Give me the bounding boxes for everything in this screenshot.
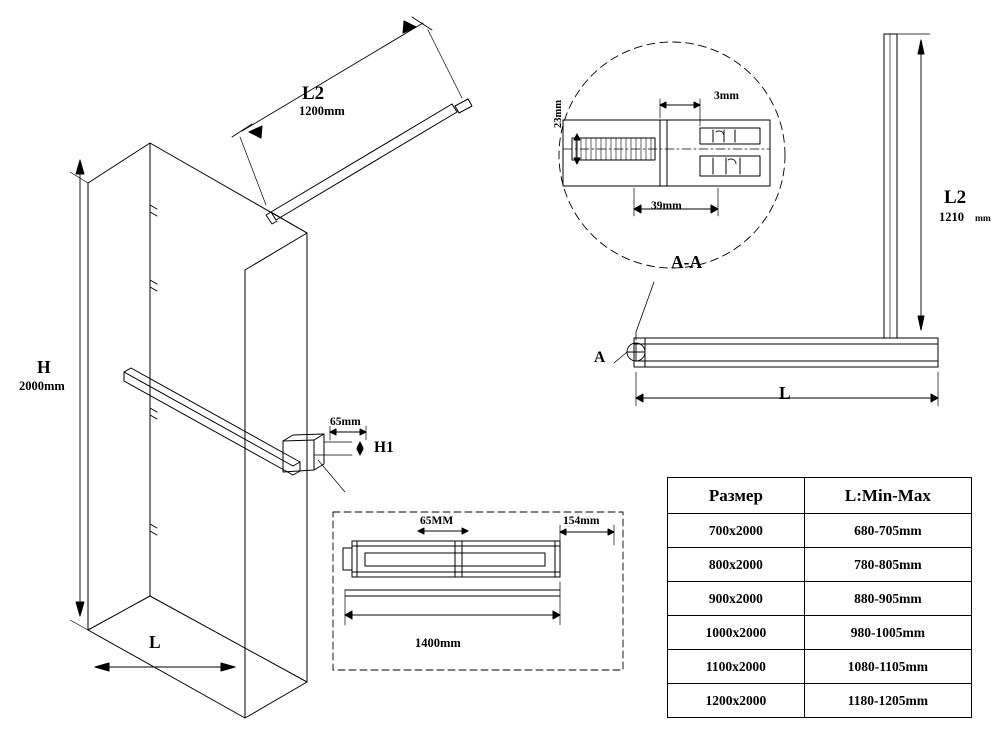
label-L2-right-value: 1210 bbox=[939, 210, 964, 224]
table-header-lminmax: L:Min-Max bbox=[804, 478, 971, 514]
size-spec-table bbox=[667, 477, 972, 718]
table-cell-size: 1000x2000 bbox=[668, 616, 805, 650]
top-support-bar bbox=[266, 99, 472, 224]
label-H1: H1 bbox=[374, 439, 394, 456]
label-H: H bbox=[37, 357, 51, 377]
table-header-row bbox=[668, 478, 972, 514]
bar-end-cap bbox=[283, 434, 324, 472]
table-cell-range: 1080-1105mm bbox=[804, 650, 971, 684]
label-1400mm-detail: 1400mm bbox=[415, 636, 461, 650]
section-leader bbox=[636, 282, 654, 332]
table-row bbox=[668, 548, 972, 582]
label-3mm: 3mm bbox=[714, 90, 739, 102]
table-row bbox=[668, 514, 972, 548]
label-L2-right: L2 bbox=[944, 187, 967, 208]
label-L2-top-value: 1200mm bbox=[299, 104, 345, 118]
dim-L-bottom bbox=[95, 663, 235, 671]
table-header-size: Размер bbox=[668, 478, 805, 514]
label-39mm: 39mm bbox=[651, 200, 682, 212]
panel-floor-projection bbox=[88, 143, 307, 718]
table-cell-range: 780-805mm bbox=[804, 548, 971, 582]
label-65MM-detail: 65MM bbox=[420, 515, 454, 527]
dim-H bbox=[70, 160, 88, 630]
right-elevation bbox=[614, 34, 938, 406]
bar-detail-view bbox=[333, 512, 623, 670]
label-L2-top: L2 bbox=[302, 83, 325, 104]
table-cell-size: 700x2000 bbox=[668, 514, 805, 548]
panel-edge-brackets bbox=[150, 205, 157, 535]
label-L2-right-unit: mm bbox=[975, 214, 991, 224]
dim-H1 bbox=[357, 442, 363, 455]
table-row bbox=[668, 650, 972, 684]
table-row bbox=[668, 616, 972, 650]
table-cell-range: 980-1005mm bbox=[804, 616, 971, 650]
label-154mm-detail: 154mm bbox=[563, 515, 600, 527]
table-row bbox=[668, 582, 972, 616]
table-cell-range: 680-705mm bbox=[804, 514, 971, 548]
table-cell-size: 1200x2000 bbox=[668, 684, 805, 718]
bar-to-glass-connection bbox=[271, 212, 307, 233]
label-section-AA: A-A bbox=[671, 252, 703, 272]
table-cell-range: 880-905mm bbox=[804, 582, 971, 616]
table-cell-range: 1180-1205mm bbox=[804, 684, 971, 718]
table-cell-size: 800x2000 bbox=[668, 548, 805, 582]
label-65mm-top: 65mm bbox=[330, 416, 361, 428]
table-cell-size: 900x2000 bbox=[668, 582, 805, 616]
table-cell-size: 1100x2000 bbox=[668, 650, 805, 684]
table-row bbox=[668, 684, 972, 718]
label-H-value: 2000mm bbox=[19, 379, 65, 393]
glass-panel-front bbox=[150, 143, 307, 682]
label-L-right: L bbox=[779, 383, 791, 403]
label-23mm: 23mm bbox=[553, 100, 564, 128]
label-section-A: A bbox=[594, 349, 606, 366]
dim-L2-top bbox=[232, 17, 462, 205]
section-AA-detail bbox=[559, 42, 785, 268]
dim-65mm-top bbox=[330, 426, 366, 440]
label-L-left: L bbox=[149, 632, 161, 652]
